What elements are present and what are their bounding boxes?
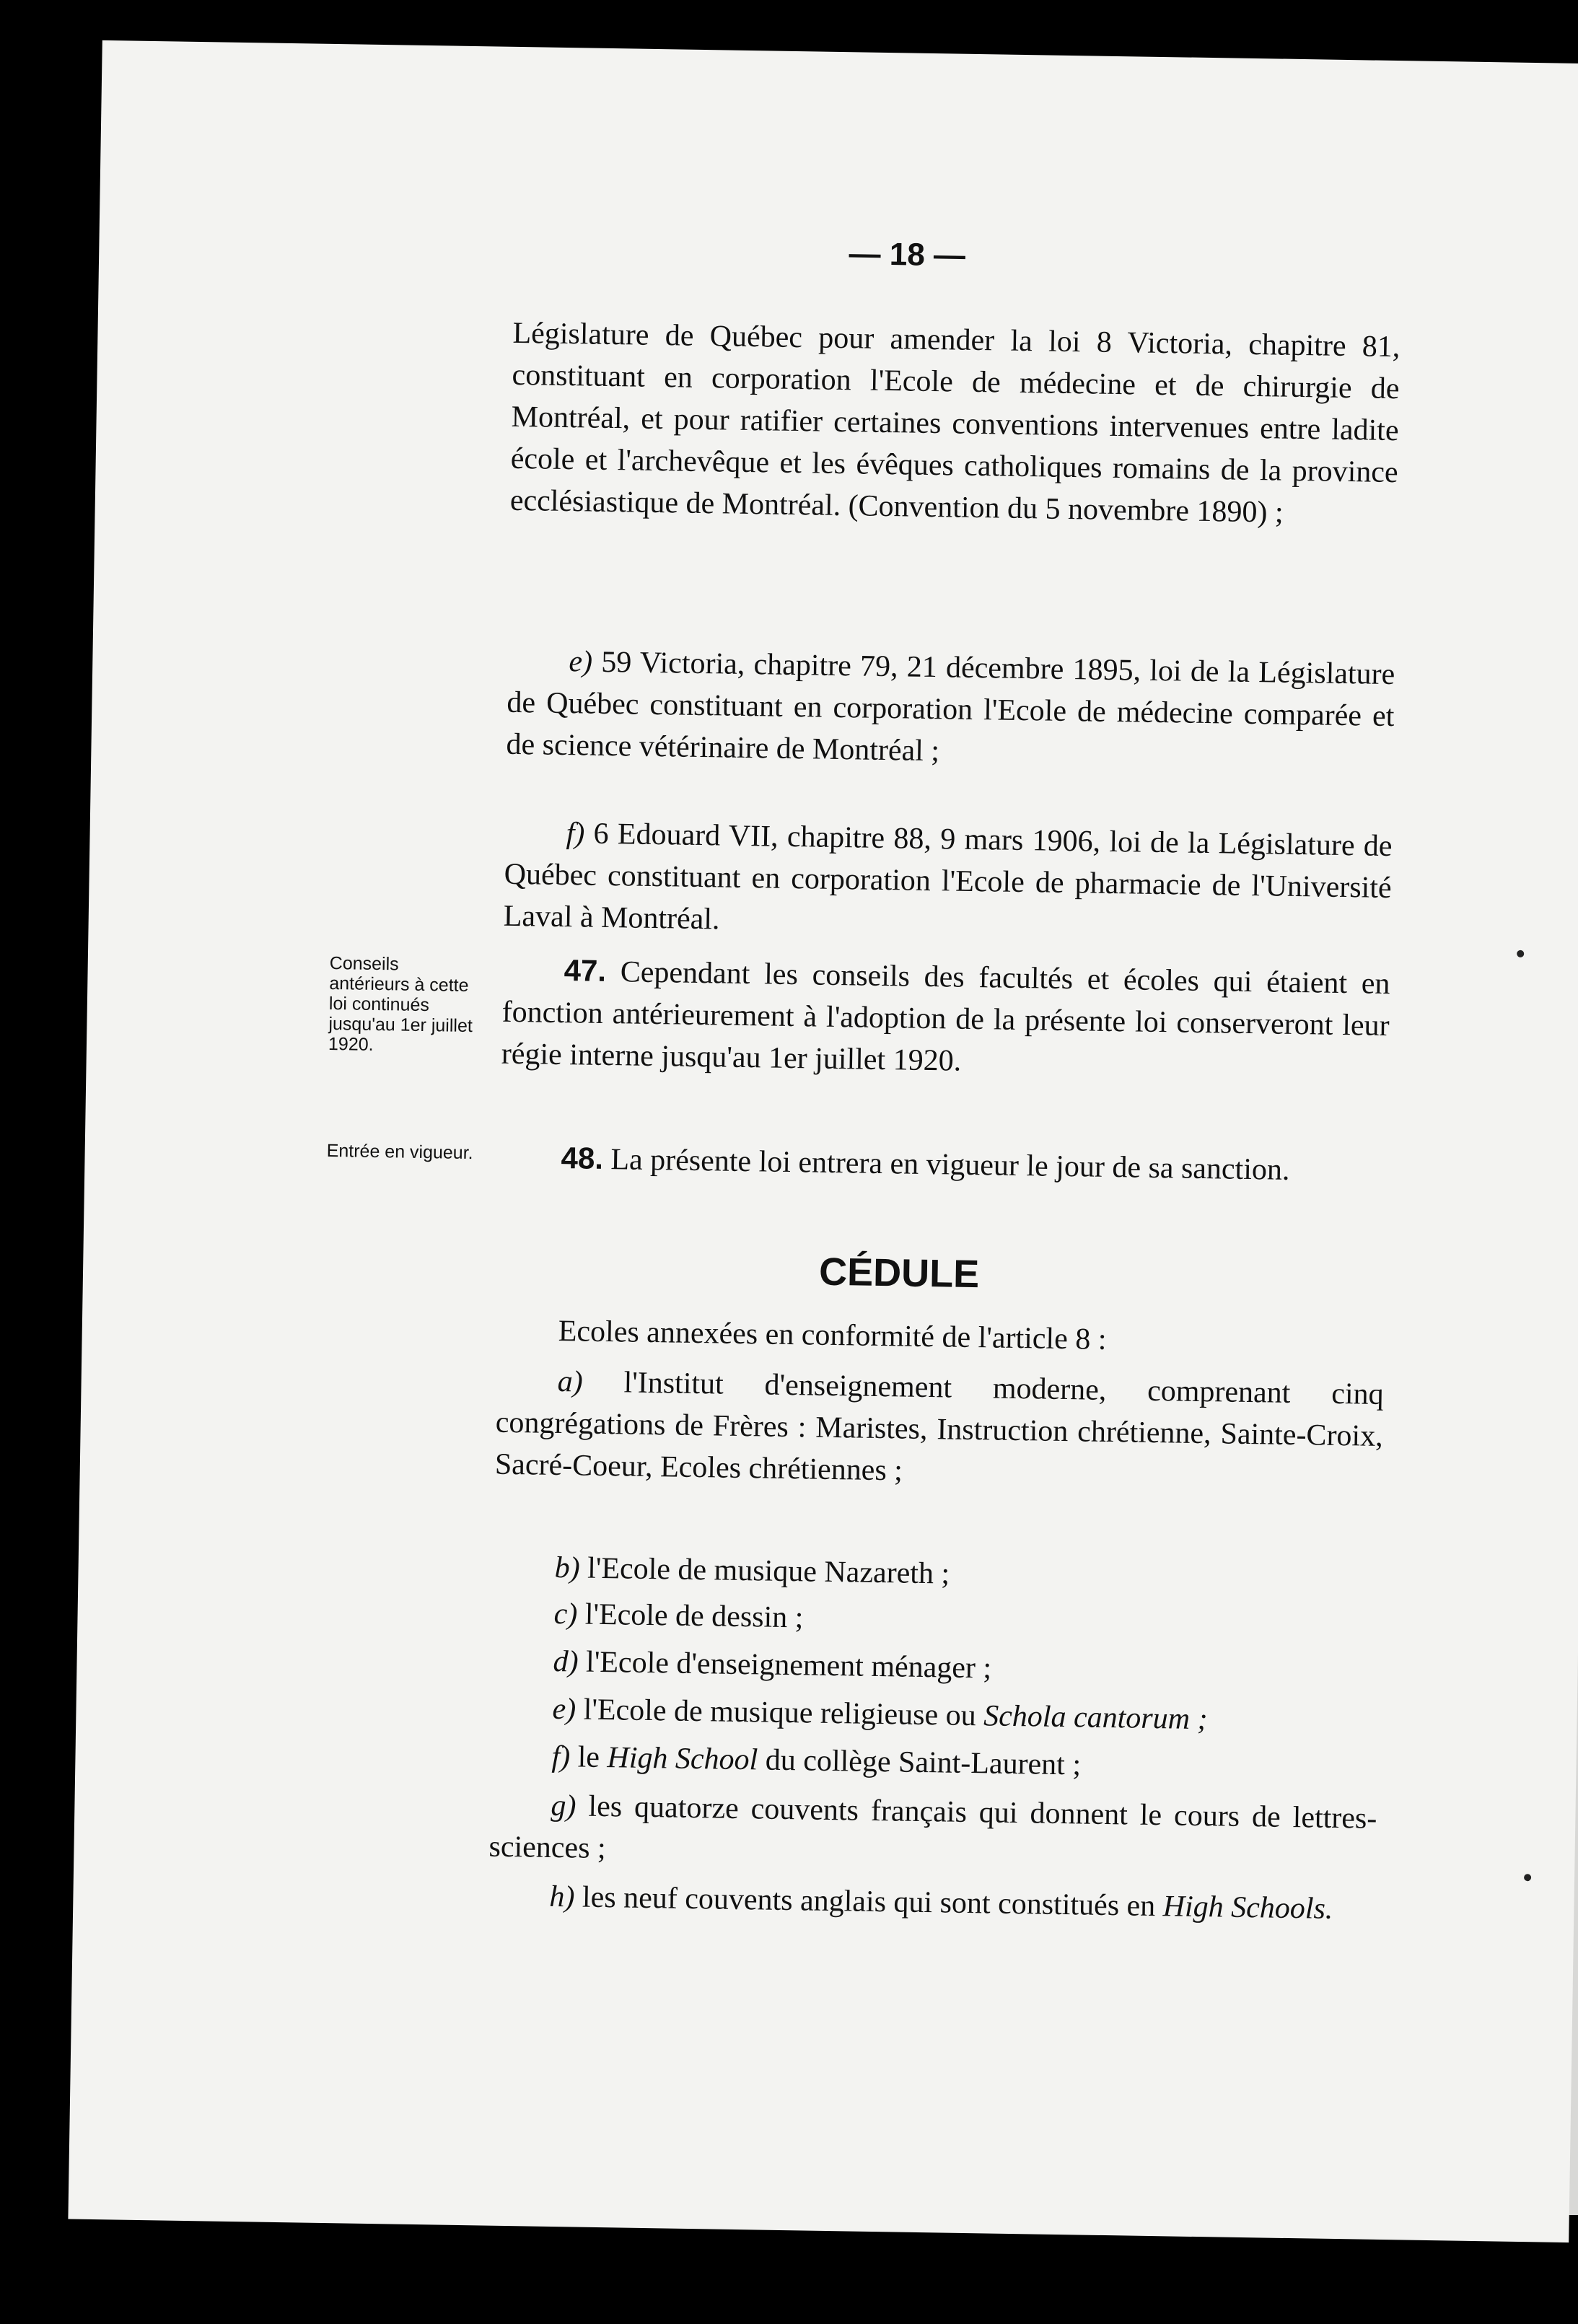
intro-text: Ecoles annexées en conformité de l'article 8 : — [558, 1315, 1107, 1356]
margin-note-48: Entrée en vigueur. — [326, 1140, 473, 1164]
page-number: — 18 — — [849, 236, 966, 273]
item-label: e) — [552, 1692, 577, 1727]
section-number: 47. — [564, 953, 607, 988]
margin-note-47: Conseils antérieurs à cette loi continués jusqu'au 1er juillet 1920. — [328, 952, 473, 1055]
section-47 — [501, 949, 1390, 1089]
section-48 — [499, 1136, 1388, 1193]
cedule-item-h — [488, 1875, 1376, 1931]
cedule-intro — [496, 1310, 1385, 1365]
speck-mark — [1524, 1874, 1531, 1881]
speck-mark — [1517, 950, 1524, 957]
cedule-item-g — [488, 1784, 1377, 1882]
item-text: l'Ecole de dessin ; — [577, 1597, 804, 1635]
item-text: le — [569, 1740, 608, 1775]
cedule-item-a — [494, 1360, 1384, 1499]
item-label: d) — [553, 1644, 579, 1679]
item-label: f) — [551, 1740, 571, 1774]
section-text: La présente loi entrera en vigueur le jour de sa sanction. — [602, 1142, 1290, 1187]
item-text-after: du collège Saint-Laurent ; — [757, 1743, 1082, 1782]
item-label: b) — [554, 1551, 581, 1585]
item-text: 59 Victoria, chapitre 79, 21 décembre 1895, loi de la Législature de Québec constituant en corporation l'Ecole de médecine comparée et de science vétérinaire de Montréal ; — [506, 645, 1395, 768]
item-text: 6 Edouard VII, chapitre 88, 9 mars 1906, loi de la Législature de Québec constituant en corporation l'Ecole de pharmacie de l'Université Laval à Montréal. — [503, 817, 1393, 937]
paragraph-f — [503, 812, 1393, 951]
cedule-title: CÉDULE — [818, 1250, 980, 1297]
continuation-paragraph — [509, 312, 1400, 535]
item-text: les neuf couvents anglais qui sont constitués en — [574, 1880, 1164, 1924]
item-italic-text: High Schools. — [1162, 1890, 1333, 1926]
item-label: h) — [549, 1880, 575, 1914]
item-label: f) — [566, 817, 585, 851]
document-page — [68, 40, 1578, 2242]
item-text: l'Institut d'enseignement moderne, comprenant cinq congrégations de Frères : Maristes, Instruction chrétienne, Sainte-Croix, Sacré-Coeur, Ecoles chrétiennes ; — [494, 1365, 1384, 1488]
item-label: g) — [551, 1789, 577, 1823]
item-label: e) — [569, 645, 593, 679]
item-italic-text: High School — [607, 1741, 758, 1777]
item-label: a) — [557, 1364, 584, 1399]
item-text: l'Ecole d'enseignement ménager ; — [578, 1645, 992, 1685]
cedule-item-d — [491, 1640, 1380, 1696]
cedule-item-c — [492, 1592, 1380, 1648]
section-number: 48. — [561, 1141, 604, 1175]
item-text: les quatorze couvents français qui donnent le cours de lettres-sciences ; — [488, 1789, 1377, 1866]
paragraph-e — [506, 640, 1395, 779]
paragraph-text: Législature de Québec pour amender la loi 8 Victoria, chapitre 81, constituant en corporation l'Ecole de médecine et de chirurgie de Montréal, et pour ratifier certaines conventions intervenues entre ladite école et l'archevêque et les évêques catholiques romains de la province ecclésiastique de Montréal. (Convention du 5 novembre 1890) ; — [509, 316, 1401, 530]
cedule-item-f — [490, 1735, 1378, 1791]
cedule-item-e — [491, 1688, 1379, 1743]
item-label: c) — [553, 1597, 578, 1631]
section-text: Cependant les conseils des facultés et écoles qui étaient en fonction antérieurement à l'adoption de la présente loi conserveront leur régie interne jusqu'au 1er juillet 1920. — [501, 955, 1390, 1078]
item-italic-text: Schola cantorum ; — [983, 1699, 1208, 1737]
item-text: l'Ecole de musique Nazareth ; — [579, 1551, 950, 1591]
cedule-item-b — [493, 1546, 1381, 1602]
item-text: l'Ecole de musique religieuse ou — [575, 1693, 984, 1733]
